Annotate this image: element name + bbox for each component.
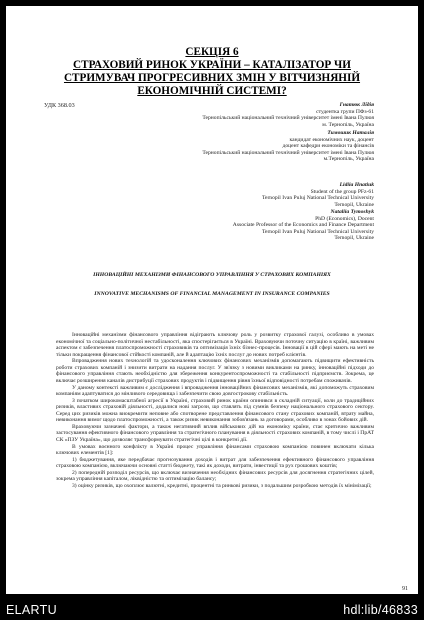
- body-paragraph: В умовах воєнного конфлікту в Україні процес управління фінансами страховою компанією повинен включати кілька ключових елементів [1]:: [56, 443, 374, 457]
- author-block-ua-1: [56, 102, 374, 128]
- author-affiliation-line: PhD (Economics), Docent: [315, 215, 374, 222]
- author-affiliation-line: Тернопільський національний технічний університет імені Івана Пулюя: [202, 115, 374, 122]
- udk-code: УДК 368.03: [44, 102, 75, 109]
- author-block-en-1: [56, 182, 374, 208]
- author-affiliation-line: кандидат економічних наук, доцент: [289, 136, 374, 143]
- body-paragraph: Інноваційні механізми фінансового управління відіграють ключову роль у розвитку страхової галузі, особливо в умовах економічної та соціально-політичної нестабільності, яка спостерігається в Україні. Враховуючи поточну ситуацію в країні, важливим аспектом є забезпечення платоспроможності страховиків та оптимізація їхніх бізнес-процесів. Інновації в цій сфері мають на меті не тільки покращення фінансової стійкості компаній, але й адаптацію їхніх послуг до нових потреб клієнтів.: [56, 332, 374, 358]
- body-paragraph: Враховуючи зазначені фактори, а також негативний вплив військових дій на економіку країни, стає критично важливим застосування ефективного фінансового управління та стратегічного планування в діяльності страхових компаній, в тому числі і ПрАТ СК «ПЗУ Україна», що дозволяє трансформувати стратегічні цілі в конкретні дії.: [56, 423, 374, 443]
- section-title-line-2: СТРИМУВАЧ ПРОГРЕСИВНИХ ЗМІН У ВІТЧИЗНЯНІЙ: [63, 72, 361, 84]
- repository-footer: [0, 594, 424, 620]
- author-affiliation-line: Ternopil, Ukraine: [334, 201, 374, 208]
- repository-name: ELARTU: [6, 603, 57, 617]
- list-item: 1) бюджетування, яке передбачає прогнозування доходів і витрат для забезпечення ефективного фінансового управління страховою компанією, включаючи основні статті бюджету, такі як доходи, витрати, інвестиції та рух грошових коштів;: [56, 456, 374, 470]
- author-affiliation-line: Тернопільський національний технічний університет імені Івана Пулюя: [202, 149, 374, 156]
- author-affiliation-line: Student of the group PFz-61: [310, 188, 374, 195]
- author-affiliation-line: доцент кафедри економіки та фінансів: [282, 143, 374, 150]
- body-paragraph: Впровадження нових технологій та удосконалення ключових фінансових механізмів допомагають підвищити ефективність роботи страхових компаній і знизити витрати на надання послуг. У зв'язку з новими викликами на ринку, інноваційні підходи до фінансового управління стають необхідністю для збереження конкурентоспроможності та стабільності підприємств. Зокрема, це включає розширення каналів дистрибуції страхових продуктів і підвищення рівня їхньої відповідності потребам споживачів.: [56, 358, 374, 384]
- author-affiliation-line: Associate Professor of the Economics and Finance Department: [232, 222, 374, 229]
- author-affiliation-line: Ternopil, Ukraine: [334, 235, 374, 242]
- page-number: 91: [402, 586, 408, 592]
- list-item: 3) оцінку ризиків, що охоплює валютні, кредитні, процентні та ринкові ризики, з подальшим розробкою методів їх мінімізації;: [72, 482, 372, 489]
- handle-identifier: hdl:lib/46833: [343, 603, 418, 617]
- list-item: 2) попередній розподіл ресурсів, що включає визначення необхідних фінансових ресурсів для досягнення стратегічних цілей, зокрема управління капіталом, ліквідністю та оптимізацію балансу;: [56, 469, 374, 483]
- author-name: Lidiia Hnatiuk: [339, 182, 374, 188]
- body-paragraph: У даному контексті важливим є дослідження і впровадження інноваційних фінансових механізмів, які допоможуть страховим компаніям адаптуватися до мінливого середовища і забезпечити свою довгострокову стабільність.: [56, 384, 374, 398]
- document-page: [6, 6, 418, 594]
- author-name: Nataliia Tymoshyk: [330, 209, 374, 215]
- author-affiliation-line: м. Тернопіль, Україна: [322, 121, 374, 128]
- author-name: Гнатюк Лідія: [339, 102, 374, 108]
- author-affiliation-line: студентка групи ПФз-61: [316, 108, 374, 115]
- author-affiliation-line: Ternopil Ivan Puluj National Technical University: [261, 195, 374, 202]
- article-title-ua: ІННОВАЦІЙНІ МЕХАНІЗМИ ФІНАНСОВОГО УПРАВЛІННЯ У СТРАХОВИХ КОМПАНІЯХ: [93, 272, 331, 278]
- author-block-en-2: [56, 209, 374, 242]
- author-block-ua-2: [56, 130, 374, 163]
- section-title-line-3: ЕКОНОМІЧНІЙ СИСТЕМІ?: [137, 85, 287, 97]
- article-title-en: INNOVATIVE MECHANISMS OF FINANCIAL MANAGEMENT IN INSURANCE COMPANIES: [94, 291, 330, 297]
- section-title-line-1: СТРАХОВИЙ РИНОК УКРАЇНИ – КАТАЛІЗАТОР ЧИ: [73, 59, 351, 71]
- author-affiliation-line: Ternopil Ivan Puluj National Technical University: [261, 228, 374, 235]
- article-body: [56, 332, 374, 490]
- author-affiliation-line: м.Тернопіль, Україна: [323, 156, 374, 163]
- author-name: Тимошик Наталія: [327, 130, 374, 136]
- section-number: СЕКЦІЯ 6: [185, 46, 239, 58]
- body-paragraph: З початком широкомасштабної агресії в Україні, страховий ринок країни опинився в складній ситуації, коли до традиційних ризиків, властивих страховій діяльності, додалися нові загрози, що ставлять під сумнів безпеку національного страхового сектору. Серед цих ризиків можна виокремити неповне або спотворене представлення фінансового стану страхових компаній, втрату майна, невиконання вимог щодо платоспроможності, а також ризик невиконання зобов'язань за договорами, особливо в зонах бойових дій.: [56, 397, 374, 424]
